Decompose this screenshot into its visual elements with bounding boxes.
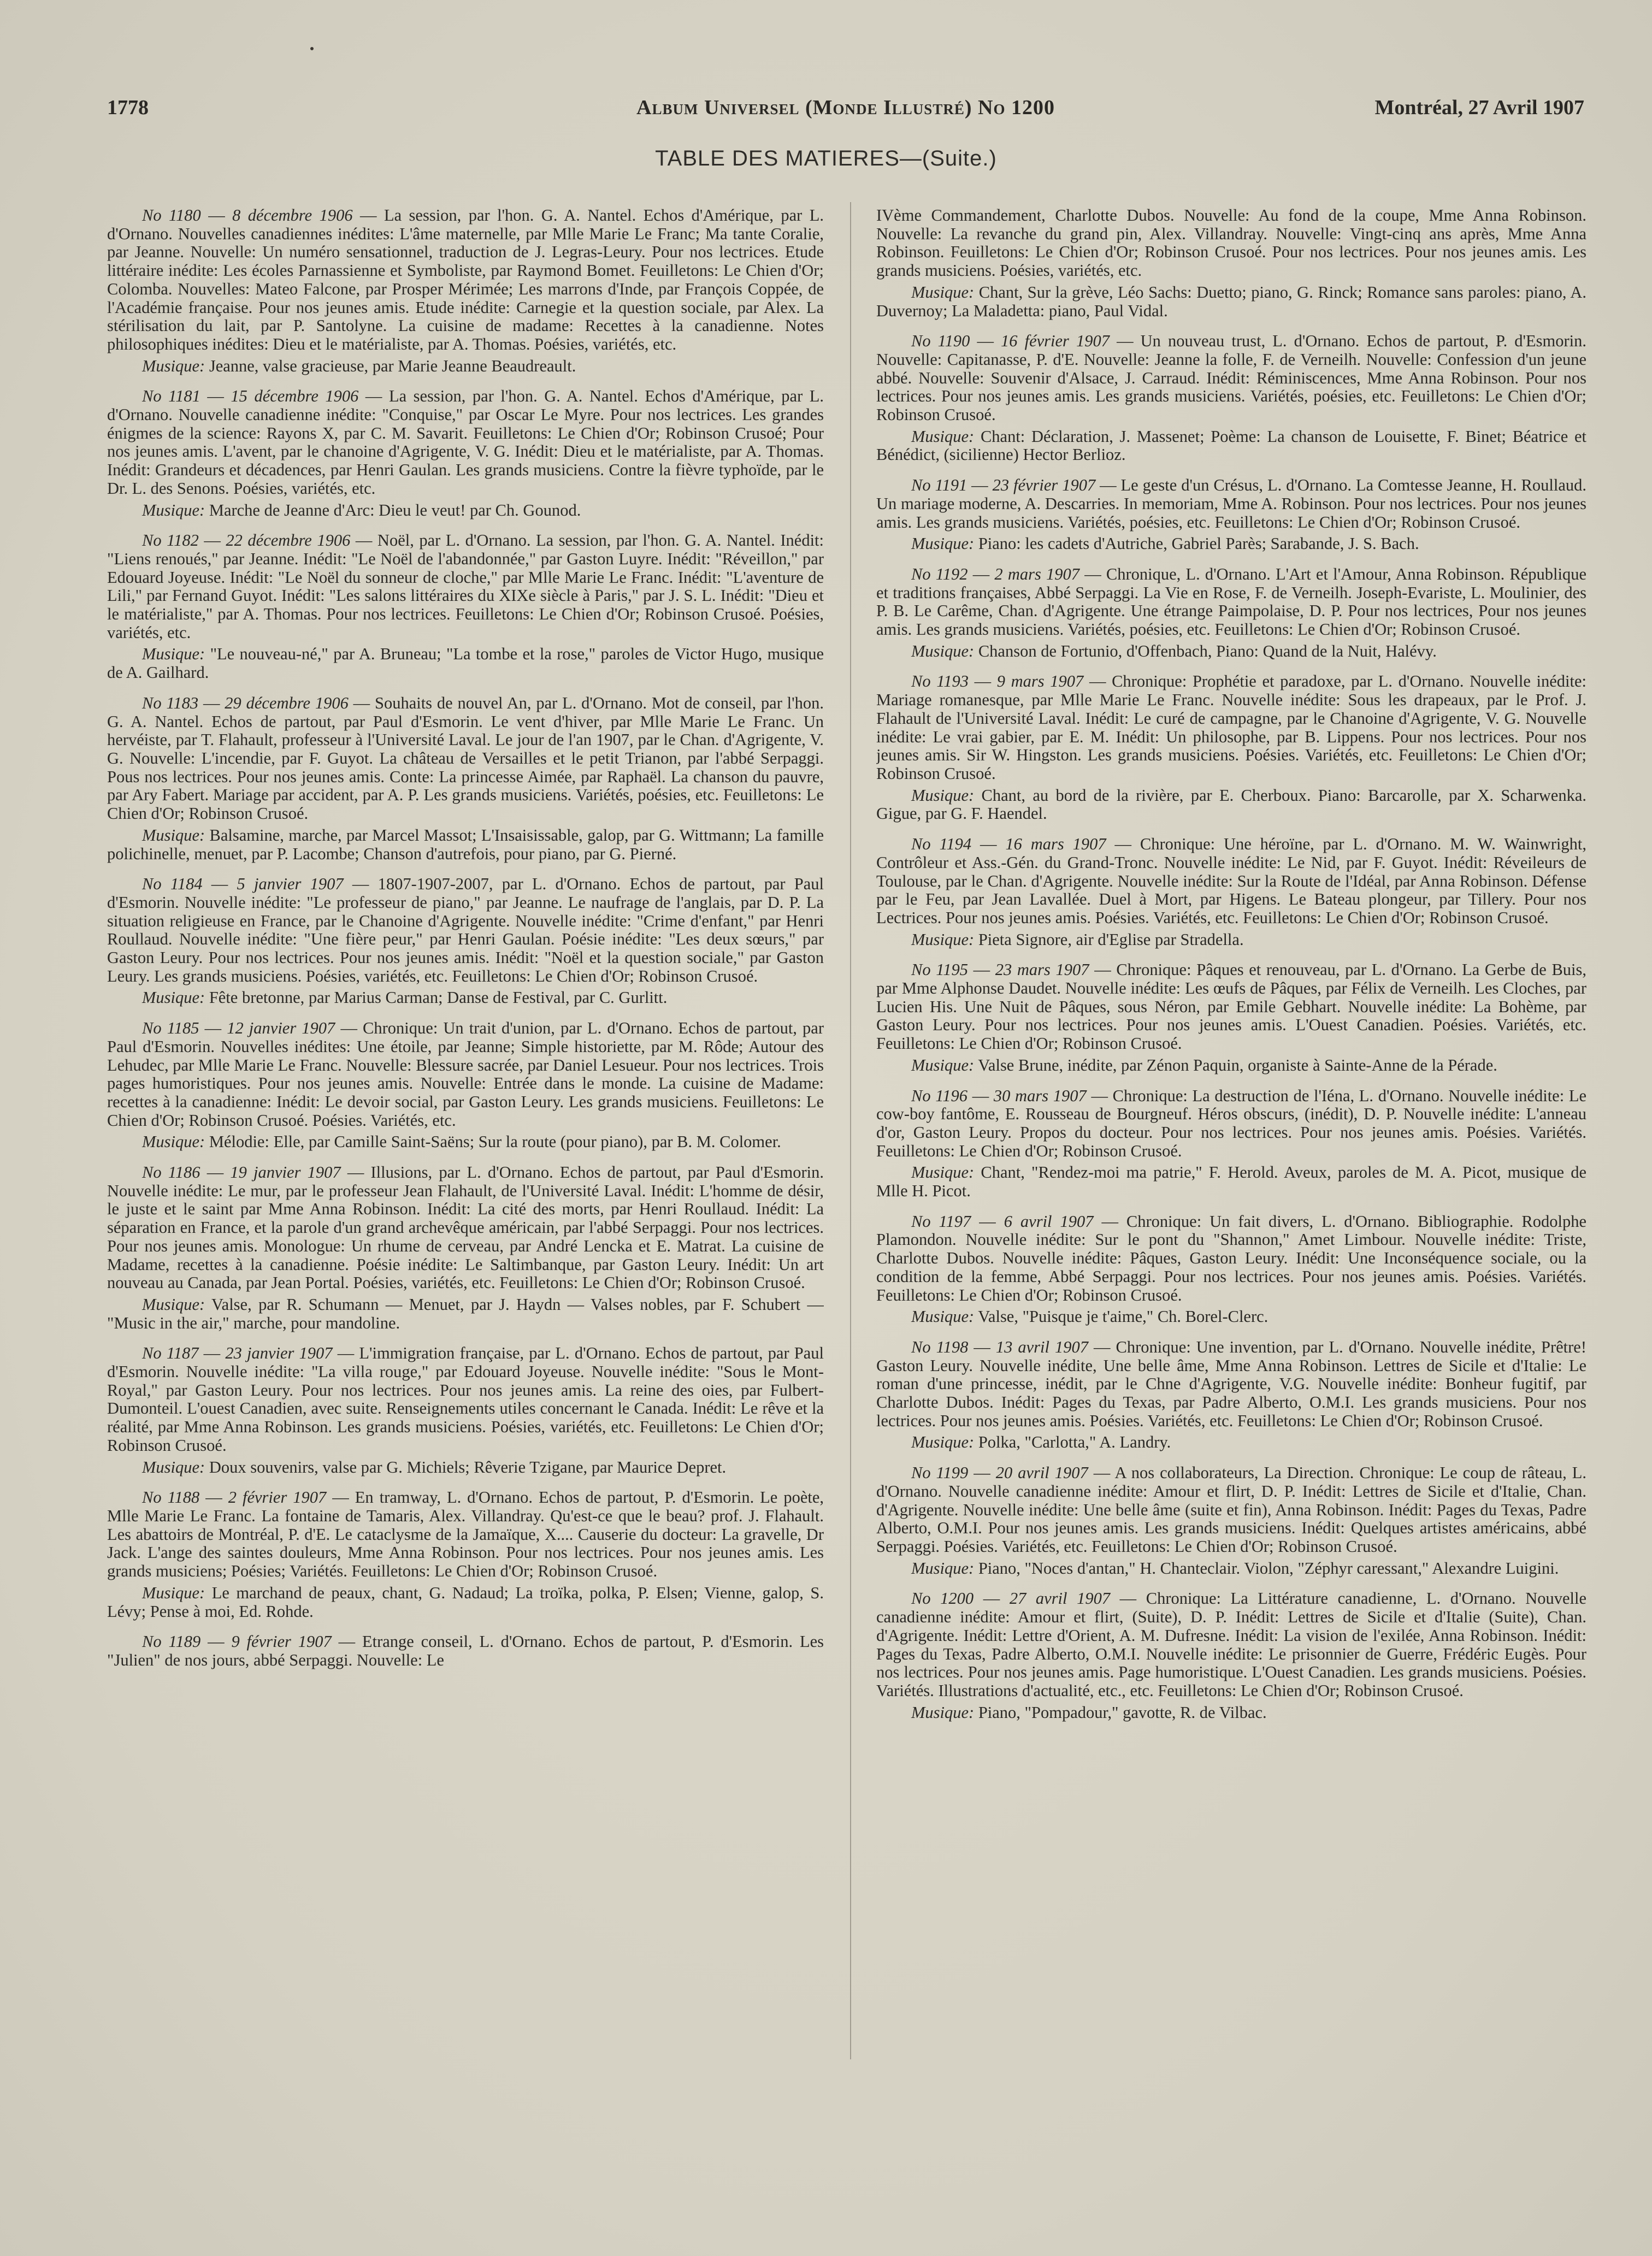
entry-contents: — Chronique: Une héroïne, par L. d'Ornano. M. W. Wainwright, Contrôleur et Ass.-Gén. du Grand-Tronc. Nouvelle inédite: Le Nid, par F. Guyot. Inédit: Réveileurs de Toulouse, par le Chan. d'Agrigente. Nouvelle inédite: Sur la Route de l'Idéal, par Anna Robinson. Défense par le Feu, par Jean Lavallée. Duel à Mort, par Higens. Le Bateau plongeur, par Tillery. Pour nos Lectrices. Pour nos jeunes amis. Poésies. Variétés, etc. Feuilletons: Le Chien d'Or; Robinson Crusoé. xyxy=(876,835,1586,927)
toc-entry: No 1189 — 9 février 1907 — Etrange conseil, L. d'Ornano. Echos de partout, P. d'Esmorin. Les "Julien" de nos jours, abbé Serpaggi. Nouvelle: Le xyxy=(107,1632,824,1669)
entry-contents: — En tramway, L. d'Ornano. Echos de partout, P. d'Esmorin. Le poète, Mlle Marie Le Franc. La fontaine de Tamaris, Alex. Villandray. Qu'est-ce que le beau? prof. J. Flahault. Les abattoirs de Montréal, P. d'E. Le cataclysme de la Jamaïque, X.... Causerie du docteur: La gravelle, Dr Jack. L'ange des saintes douleurs, Mme Anna Robinson. Pour nos lectrices. Pour nos jeunes amis. Les grands musiciens; Poésies; Variétés. Feuilletons: Le Chien d'Or; Robinson Crusoé. xyxy=(107,1488,824,1581)
music-line xyxy=(107,1584,824,1621)
music-line xyxy=(876,284,1586,320)
issue-date-entry: 2 février 1907 xyxy=(228,1488,327,1507)
music-label: Musique: xyxy=(142,356,205,375)
music-line xyxy=(876,1056,1586,1075)
toc-entry: No 1187 — 23 janvier 1907 — L'immigration française, par L. d'Ornano. Echos de partout, par Paul d'Esmorin. Nouvelle inédite: "La villa rouge," par Edouard Joyeuse. Nouvelle inédite: "Sous le Mont-Royal," par Gaston Leury. Pour nos lectrices. Pour nos jeunes amis. La reine des oies, par Fulbert-Dumonteil. L'ouest Canadien, avec suite. Renseignements utiles concernant le Canada. Inédit: Le rêve et la réalité, par Mme Anna Robinson. Les grands musiciens. Poésies, variétés, etc. Feuilletons: Le Chien d'Or; Robinson Crusoé. xyxy=(107,1344,824,1455)
issue-date-entry: 5 janvier 1907 xyxy=(237,875,344,894)
issue-number: No 1199 xyxy=(911,1463,969,1483)
music-line xyxy=(107,989,824,1007)
music-label: Musique: xyxy=(142,988,205,1007)
issue-date-entry: 30 mars 1907 xyxy=(993,1086,1087,1105)
toc-entry: No 1197 — 6 avril 1907 — Chronique: Un fait divers, L. d'Ornano. Bibliographie. Rodolphe Plamondon. Nouvelle inédite: Sur le pont du "Shannon," Amet Limbour. Nouvelle inédite: Triste, Charlotte Dubos. Nouvelle inédite: Pâques, Gaston Leury. Inédit: Une Inconséquence sociale, ou la condition de la femme, Abbé Serpaggi. Pour nos lectrices. Pour nos jeunes amis. Poésies. Variétés. Feuilletons: Le Chien d'Or; Robinson Crusoé. xyxy=(876,1212,1586,1304)
entry-contents: — Souhaits de nouvel An, par L. d'Ornano. Mot de conseil, par l'hon. G. A. Nantel. Echos de partout, par Paul d'Esmorin. Le vent d'hiver, par Mlle Marie Le Franc. Un hervéiste, par T. Flahault, professeur à l'Université Laval. Le jour de l'an 1907, par le Chan. d'Agrigente, V. G. Nouvelle: L'incendie, par F. Guyot. La château de Versailles et le petit Trianon, par l'abbé Serpaggi. Pous nos lectrices. Pour nos jeunes amis. Conte: La princesse Aimée, par Raphaël. La chanson du pauvre, par Ary Fabert. Mariage par accident, par A. P. Les grands musiciens. Variétés, poésies, etc. Feuilletons: Le Chien d'Or; Robinson Crusoé. xyxy=(107,693,824,823)
toc-entry: No 1186 — 19 janvier 1907 — Illusions, par L. d'Ornano. Echos de partout, par Paul d'Esmorin. Nouvelle inédite: Le mur, par le professeur Jean Flahault, de l'Université Laval. Inédit: L'homme de désir, le juste et le saint par Mme Anna Robinson. Inédit: La cité des morts, par Henri Roullaud. Inédit: La séparation en France, et la parole d'un grand archevêque américain, par l'abbé Serpaggi. Pour nos lectrices. Pour nos jeunes amis. Monologue: Un rhume de cerveau, par André Lencka et E. Matrat. La cuisine de Madame, recettes à la canadienne. Poésie inédite: Le Saltimbanque, par Gaston Leury. Inédit: Un art nouveau au Canada, par Jean Portal. Poésies, variétés, etc. Feuilletons: Le Chien d'Or; Robinson Crusoé. xyxy=(107,1163,824,1292)
issue-number: No 1184 xyxy=(142,875,203,894)
right-column xyxy=(876,206,1586,2075)
issue-date-entry: 22 décembre 1906 xyxy=(226,531,351,550)
entry-contents: — Un nouveau trust, L. d'Ornano. Echos de partout, P. d'Esmorin. Nouvelle: Capitanasse, P. d'E. Nouvelle: Jeanne la folle, F. de Verneilh. Nouvelle: Confession d'un jeune abbé. Nouvelle: Souvenir d'Alsace, J. Carraud. Inédit: Réminiscences, Mme Anna Robinson. Pour nos lectrices. Pour nos jeunes amis. Les grands musiciens. Variétés, poésies, etc. Feuilletons: Le Chien d'Or; Robinson Crusoé. xyxy=(876,332,1586,424)
music-contents: Marche de Jeanne d'Arc: Dieu le veut! par Ch. Gounod. xyxy=(209,500,581,519)
entry-contents: — Le geste d'un Crésus, L. d'Ornano. La Comtesse Jeanne, H. Roullaud. Un mariage moderne, A. Descarries. In memoriam, Mme A. Robinson. Pour nos lectrices. Pour nos jeunes amis. Les grands musiciens. Variétés, poésies, etc. Feuilletons: Le Chien d'Or; Robinson Crusoé. xyxy=(876,476,1586,531)
issue-number: No 1194 xyxy=(911,835,972,854)
issue-date-entry: 2 mars 1907 xyxy=(994,564,1080,583)
toc-entry: No 1199 — 20 avril 1907 — A nos collaborateurs, La Direction. Chronique: Le coup de râteau, L. d'Ornano. Nouvelle canadienne inédite: Amour et flirt, D. P. Inédit: Lettres de Sicile et d'Italie, Chan. d'Agrigente. Nouvelle inédite: Une belle âme (suite et fin), Anna Robinson. Inédit: Pages du Texas, Padre Alberto, O.M.I. Pour nos jeunes amis. Les grands musiciens. Inédit: Quelques artistes américains, abbé Serpaggi. Poésies. Variétés, etc. Feuilletons: Le Chien d'Or; Robinson Crusoé. xyxy=(876,1463,1586,1556)
toc-entry: No 1185 — 12 janvier 1907 — Chronique: Un trait d'union, par L. d'Ornano. Echos de partout, par Paul d'Esmorin. Nouvelles inédites: Une étoile, par Jeanne; Simple historiette, par M. Rôde; Autour des Lehudec, par Mlle Marie Le Franc. Nouvelle: Blessure sacrée, par Daniel Lesueur. Pour nos lectrices. Trois pages humoristiques. Pour nos jeunes amis. Nouvelle: Entrée dans le monde. La cuisine de Madame: recettes à la canadienne: Inédit: Le devoir social, par Gaston Leury. Les grands musiciens. Feuilletons: Le Chien d'Or; Robinson Crusoé. Poésies. Variétés, etc. xyxy=(107,1019,824,1130)
issue-date-entry: 12 janvier 1907 xyxy=(227,1019,335,1038)
music-line xyxy=(107,357,824,376)
music-label: Musique: xyxy=(911,427,975,446)
music-contents: Valse, par R. Schumann — Menuet, par J. Haydn — Valses nobles, par F. Schubert — "Music in the air," marche, pour mandoline. xyxy=(107,1295,824,1332)
music-contents: "Le nouveau-né," par A. Bruneau; "La tombe et la rose," paroles de Victor Hugo, musique de A. Gailhard. xyxy=(107,645,824,682)
music-line xyxy=(876,787,1586,823)
music-contents: Piano, "Pompadour," gavotte, R. de Vilbac. xyxy=(978,1703,1267,1722)
page-title: TABLE DES MATIERES—(Suite.) xyxy=(655,146,997,170)
music-contents: Chant, au bord de la rivière, par E. Cherboux. Piano: Barcarolle, par X. Scharwenka. Gigue, par G. F. Haendel. xyxy=(876,786,1586,823)
issue-number: No 1183 xyxy=(142,693,199,712)
issue-date-entry: 16 février 1907 xyxy=(1001,332,1110,351)
print-speck xyxy=(310,47,314,50)
music-contents: Chant, Sur la grève, Léo Sachs: Duetto; piano, G. Rinck; Romance sans paroles: piano, A. Duvernoy; La Maladetta: piano, Paul Vidal. xyxy=(876,282,1586,320)
toc-entry: No 1198 — 13 avril 1907 — Chronique: Une invention, par L. d'Ornano. Nouvelle inédite, Prêtre! Gaston Leury. Nouvelle inédite, Une belle âme, Mme Anna Robinson. Lettres de Sicile et d'Italie: Le roman d'une princesse, inédit, par le Chne d'Agrigente, V.G. Nouvelle inédite: Bonheur fugitif, par Charlotte Dubos. Inédit: Pages du Texas, par Padre Alberto, O.M.I. Les grands musiciens. Pour nos lectrices. Pour nos jeunes amis. Poésies. Variétés, etc. Feuilletons: Le Chien d'Or; Robinson Crusoé. xyxy=(876,1337,1586,1430)
music-contents: Balsamine, marche, par Marcel Massot; L'Insaisissable, galop, par G. Wittmann; La famille polichinelle, menuet, par P. Lacombe; Chanson d'autrefois, pour piano, par G. Pierné. xyxy=(107,825,824,863)
issue-number: No 1192 xyxy=(911,564,968,583)
issue-number: No 1195 xyxy=(911,960,968,979)
issue-number: No 1190 xyxy=(911,332,970,351)
music-line xyxy=(107,645,824,682)
entry-contents: — Chronique: Une invention, par L. d'Ornano. Nouvelle inédite, Prêtre! Gaston Leury. Nouvelle inédite, Une belle âme, Mme Anna Robinson. Lettres de Sicile et d'Italie: Le roman d'une princesse, inédit, par le Chne d'Agrigente, V.G. Nouvelle inédite: Bonheur fugitif, par Charlotte Dubos. Inédit: Pages du Texas, par Padre Alberto, O.M.I. Les grands musiciens. Pour nos lectrices. Pour nos jeunes amis. Poésies. Variétés, etc. Feuilletons: Le Chien d'Or; Robinson Crusoé. xyxy=(876,1337,1586,1430)
music-label: Musique: xyxy=(911,534,975,553)
issue-number: No 1197 xyxy=(911,1212,971,1231)
issue-number: No 1196 xyxy=(911,1086,968,1105)
entry-contents: — Noël, par L. d'Ornano. La session, par l'hon. G. A. Nantel. Inédit: "Liens renoués," par Jeanne. Inédit: "Le Noël de l'abandonnée," par Gaston Luyre. Inédit: "Réveillon," par Edouard Joyeuse. Inédit: "Le Noël du sonneur de cloche," par Mlle Marie Le Franc. Inédit: "L'aventure de Lili," par Fernand Guyot. Inédit: "Les salons littéraires du XIXe siècle à Paris," par J. S. L. Inédit: "Dieu et le matérialiste," par A. Thomas. Pour nos lectrices. Feuilletons: Le Chien d'Or; Robinson Crusoé. Poésies, variétés, etc. xyxy=(107,531,824,642)
issue-date-entry: 23 janvier 1907 xyxy=(225,1344,333,1363)
entry-contents: — La session, par l'hon. G. A. Nantel. Echos d'Amérique, par L. d'Ornano. Nouvelle canadienne inédite: "Conquise," par Oscar Le Myre. Pour nos lectrices. Les grandes énigmes de la science: Rayons X, par C. M. Savarit. Feuilletons: Le Chien d'Or; Robinson Crusoé; Pour nos jeunes amis. L'avent, par le chanoine d'Agrigente, V. G. Inédit: Dieu et le matérialiste, par A. Thomas. Inédit: Grandeurs et décadences, par Henri Gaulan. Les grands musiciens. Contre la fièvre typhoïde, par le Dr. L. des Senons. Poésies, variétés, etc. xyxy=(107,387,824,498)
publication-title: Album Universel (Monde Illustré) No 1200 xyxy=(636,96,1055,119)
issue-date-entry: 8 décembre 1906 xyxy=(232,206,353,225)
music-label: Musique: xyxy=(142,1457,205,1477)
issue-date-entry: 9 mars 1907 xyxy=(996,672,1084,691)
toc-entry: No 1180 — 8 décembre 1906 — La session, par l'hon. G. A. Nantel. Echos d'Amérique, par L. d'Ornano. Nouvelles canadiennes inédites: L'âme maternelle, par Mlle Marie Le Franc; Ma tante Coralie, par Jeanne. Nouvelle: Un numéro sensationnel, traduction de J. Legras-Leury. Pour nos lectrices. Etude littéraire inédite: Les écoles Parnassienne et Symboliste, par Raymond Bomet. Feuilletons: Le Chien d'Or; Colomba. Nouvelles: Mateo Falcone, par Prosper Mérimée; Les marrons d'Inde, par François Coppée, de l'Académie française. Pour nos jeunes amis. Etude inédite: Carnegie et la question sociale, par Alex. La stérilisation du lait, par P. Santolyne. La cuisine de madame: Recettes à la canadienne. Notes philosophiques inédites: Dieu et le matérialiste, par A. Thomas. Poésies, variétés, etc. xyxy=(107,206,824,353)
entry-contents: — Chronique: La Littérature canadienne, L. d'Ornano. Nouvelle canadienne inédite: Amour et flirt, (Suite), D. P. Inédit: Lettres de Sicile et d'Italie (Suite), Chan. d'Agrigente. Inédit: Lettre d'Orient, A. M. Dufresne. Inédit: La vision de l'exilée, Anna Robinson. Inédit: Pages du Texas, Padre Alberto, O.M.I. Nouvelle inédite: Le prisonnier de Guerre, Frédéric Eugès. Pour nos lectrices. Pour nos jeunes amis. Page humoristique. L'Ouest Canadien. Les grands musiciens. Poésies. Variétés. Illustrations d'actualité, etc., etc. Feuilletons: Le Chien d'Or; Robinson Crusoé. xyxy=(876,1589,1586,1700)
music-label: Musique: xyxy=(911,1055,975,1074)
toc-entry: No 1192 — 2 mars 1907 — Chronique, L. d'Ornano. L'Art et l'Amour, Anna Robinson. République et traditions françaises, Abbé Serpaggi. La Vie en Rose, F. de Verneilh. Joseph-Evariste, L. Moulinier, des P. B. Le Carême, Chan. d'Agrigente. Une étrange Paimpolaise, D. P. Pour nos lectrices, Pour nos jeunes amis. Les grands musiciens. Variétés, poésies, etc. Feuilletons: Le Chien d'Or; Robinson Crusoé. xyxy=(876,564,1586,639)
music-label: Musique: xyxy=(911,641,975,660)
toc-entry: No 1183 — 29 décembre 1906 — Souhaits de nouvel An, par L. d'Ornano. Mot de conseil, par l'hon. G. A. Nantel. Echos de partout, par Paul d'Esmorin. Le vent d'hiver, par Mlle Marie Le Franc. Un hervéiste, par T. Flahault, professeur à l'Université Laval. Le jour de l'an 1907, par le Chan. d'Agrigente, V. G. Nouvelle: L'incendie, par F. Guyot. La château de Versailles et le petit Trianon, par l'abbé Serpaggi. Pous nos lectrices. Pour nos jeunes amis. Conte: La princesse Aimée, par Raphaël. La chanson du pauvre, par Ary Fabert. Mariage par accident, par A. P. Les grands musiciens. Variétés, poésies, etc. Feuilletons: Le Chien d'Or; Robinson Crusoé. xyxy=(107,693,824,823)
music-line xyxy=(876,535,1586,553)
issue-number: No 1186 xyxy=(142,1163,200,1182)
music-line xyxy=(107,1296,824,1332)
music-contents: Fête bretonne, par Marius Carman; Danse de Festival, par C. Gurlitt. xyxy=(209,988,668,1007)
entry-contents: — A nos collaborateurs, La Direction. Chronique: Le coup de râteau, L. d'Ornano. Nouvelle canadienne inédite: Amour et flirt, D. P. Inédit: Lettres de Sicile et d'Italie, Chan. d'Agrigente. Nouvelle inédite: Une belle âme (suite et fin), Anna Robinson. Inédit: Pages du Texas, Padre Alberto, O.M.I. Pour nos jeunes amis. Les grands musiciens. Inédit: Quelques artistes américains, abbé Serpaggi. Poésies. Variétés, etc. Feuilletons: Le Chien d'Or; Robinson Crusoé. xyxy=(876,1463,1586,1556)
music-label: Musique: xyxy=(911,1307,975,1326)
issue-number: No 1185 xyxy=(142,1019,199,1038)
issue-number: No 1182 xyxy=(142,531,199,550)
entry-contents: — Illusions, par L. d'Ornano. Echos de partout, par Paul d'Esmorin. Nouvelle inédite: Le mur, par le professeur Jean Flahault, de l'Université Laval. Inédit: L'homme de désir, le juste et le saint par Mme Anna Robinson. Inédit: La cité des morts, par Henri Roullaud. Inédit: La séparation en France, et la parole d'un grand archevêque américain, par l'abbé Serpaggi. Pour nos lectrices. Pour nos jeunes amis. Monologue: Un rhume de cerveau, par André Lencka et E. Matrat. La cuisine de Madame, recettes à la canadienne. Poésie inédite: Le Saltimbanque, par Gaston Leury. Inédit: Un art nouveau au Canada, par Jean Portal. Poésies, variétés, etc. Feuilletons: Le Chien d'Or; Robinson Crusoé. xyxy=(107,1163,824,1292)
issue-date-entry: 9 février 1907 xyxy=(231,1632,332,1651)
music-contents: Chanson de Fortunio, d'Offenbach, Piano: Quand de la Nuit, Halévy. xyxy=(978,641,1437,660)
music-line xyxy=(876,428,1586,464)
music-contents: Pieta Signore, air d'Eglise par Stradella. xyxy=(978,930,1244,949)
issue-number: No 1191 xyxy=(911,476,967,495)
issue-number: No 1193 xyxy=(911,672,969,691)
music-line xyxy=(876,1433,1586,1452)
entry-contents: — Chronique: Un trait d'union, par L. d'Ornano. Echos de partout, par Paul d'Esmorin. Nouvelles inédites: Une étoile, par Jeanne; Simple historiette, par M. Rôde; Autour des Lehudec, par Mlle Marie Le Franc. Nouvelle: Blessure sacrée, par Daniel Lesueur. Pour nos lectrices. Trois pages humoristiques. Pour nos jeunes amis. Nouvelle: Entrée dans le monde. La cuisine de Madame: recettes à la canadienne: Inédit: Le devoir social, par Gaston Leury. Les grands musiciens. Feuilletons: Le Chien d'Or; Robinson Crusoé. Poésies. Variétés, etc. xyxy=(107,1019,824,1130)
issue-number: No 1187 xyxy=(142,1344,199,1363)
music-contents: Chant: Déclaration, J. Massenet; Poème: La chanson de Louisette, F. Binet; Béatrice et Bénédict, (sicilienne) Hector Berlioz. xyxy=(876,427,1586,464)
music-contents: Valse Brune, inédite, par Zénon Paquin, organiste à Sainte-Anne de la Pérade. xyxy=(978,1055,1497,1074)
issue-date-entry: 15 décembre 1906 xyxy=(231,387,359,406)
music-contents: Valse, "Puisque je t'aime," Ch. Borel-Clerc. xyxy=(978,1307,1268,1326)
music-label: Musique: xyxy=(911,930,975,949)
toc-entry: No 1193 — 9 mars 1907 — Chronique: Prophétie et paradoxe, par L. d'Ornano. Nouvelle inédite: Mariage romanesque, par Mlle Marie Le Franc. Nouvelle inédite: Sous les drapeaux, par le Prof. J. Flahault de l'Université Laval. Inédit: Le curé de campagne, par le Chanoine d'Agrigente, V. G. Nouvelle inédite: Le vrai gabier, par E. M. Inédit: Un philosophe, par B. Lippens. Pour nos lectrices. Pour nos jeunes amis. Sir W. Hingston. Les grands musiciens. Poésies. Variétés, etc. Feuilletons: Le Chien d'Or; Robinson Crusoé. xyxy=(876,672,1586,783)
music-line xyxy=(107,1133,824,1151)
entry-contents: — L'immigration française, par L. d'Ornano. Echos de partout, par Paul d'Esmorin. Nouvelle inédite: "La villa rouge," par Edouard Joyeuse. Nouvelle inédite: "Sous le Mont-Royal," par Gaston Leury. Pour nos lectrices. Pour nos jeunes amis. La reine des oies, par Fulbert-Dumonteil. L'ouest Canadien, avec suite. Renseignements utiles concernant le Canada. Inédit: Le rêve et la réalité, par Mme Anna Robinson. Les grands musiciens. Poésies, variétés, etc. Feuilletons: Le Chien d'Or; Robinson Crusoé. xyxy=(107,1344,824,1455)
music-label: Musique: xyxy=(142,500,205,519)
toc-entry: No 1190 — 16 février 1907 — Un nouveau trust, L. d'Ornano. Echos de partout, P. d'Esmorin. Nouvelle: Capitanasse, P. d'E. Nouvelle: Jeanne la folle, F. de Verneilh. Nouvelle: Confession d'un jeune abbé. Nouvelle: Souvenir d'Alsace, J. Carraud. Inédit: Réminiscences, Mme Anna Robinson. Pour nos lectrices. Pour nos jeunes amis. Les grands musiciens. Variétés, poésies, etc. Feuilletons: Le Chien d'Or; Robinson Crusoé. xyxy=(876,332,1586,424)
music-label: Musique: xyxy=(142,1132,205,1151)
issue-date-entry: 27 avril 1907 xyxy=(1009,1589,1111,1608)
music-contents: Chant, "Rendez-moi ma patrie," F. Herold. Aveux, paroles de M. A. Picot, musique de Mlle H. Picot. xyxy=(876,1163,1586,1201)
entry-contents: — La session, par l'hon. G. A. Nantel. Echos d'Amérique, par L. d'Ornano. Nouvelles canadiennes inédites: L'âme maternelle, par Mlle Marie Le Franc; Ma tante Coralie, par Jeanne. Nouvelle: Un numéro sensationnel, traduction de J. Legras-Leury. Pour nos lectrices. Etude littéraire inédite: Les écoles Parnassienne et Symboliste, par Raymond Bomet. Feuilletons: Le Chien d'Or; Colomba. Nouvelles: Mateo Falcone, par Prosper Mérimée; Les marrons d'Inde, par François Coppée, de l'Académie française. Pour nos jeunes amis. Etude inédite: Carnegie et la question sociale, par Alex. La stérilisation du lait, par P. Santolyne. La cuisine de madame: Recettes à la canadienne. Notes philosophiques inédites: Dieu et le matérialiste, par A. Thomas. Poésies, variétés, etc. xyxy=(107,206,824,353)
toc-entry: No 1184 — 5 janvier 1907 — 1807-1907-2007, par L. d'Ornano. Echos de partout, par Paul d'Esmorin. Nouvelle inédite: "Le professeur de piano," par Jeanne. Le naufrage de l'anglais, par D. P. La situation religieuse en France, par le Chanoine d'Agrigente. Nouvelle inédite: "Crime d'enfant," par Henri Roullaud. Nouvelle inédite: "Une fière peur," par Henri Gaulan. Poésie inédite: "Les deux sœurs," par Gaston Leury. Pour nos lectrices. Pour nos jeunes amis. Inédit: "Noël et la question sociale," par Gaston Leury. Les grands musiciens. Poésies, variétés, etc. Feuilletons: Le Chien d'Or; Robinson Crusoé. xyxy=(107,875,824,985)
toc-entry: No 1191 — 23 février 1907 — Le geste d'un Crésus, L. d'Ornano. La Comtesse Jeanne, H. Roullaud. Un mariage moderne, A. Descarries. In memoriam, Mme A. Robinson. Pour nos lectrices. Pour nos jeunes amis. Les grands musiciens. Variétés, poésies, etc. Feuilletons: Le Chien d'Or; Robinson Crusoé. xyxy=(876,476,1586,531)
entry-contents: — Chronique: La destruction de l'Iéna, L. d'Ornano. Nouvelle inédite: Le cow-boy fantôme, E. Rousseau de Bourgneuf. Héros obscurs, (inédit), D. P. Nouvelle inédite: L'anneau d'or, Gaston Leury. Propos du docteur. Pour nos lectrices. Pour nos jeunes amis. Poésies. Variétés. Feuilletons: Le Chien d'Or; Robinson Crusoé. xyxy=(876,1086,1586,1160)
toc-entry: No 1194 — 16 mars 1907 — Chronique: Une héroïne, par L. d'Ornano. M. W. Wainwright, Contrôleur et Ass.-Gén. du Grand-Tronc. Nouvelle inédite: Le Nid, par F. Guyot. Inédit: Réveileurs de Toulouse, par le Chan. d'Agrigente. Nouvelle inédite: Sur la Route de l'Idéal, par Anna Robinson. Défense par le Feu, par Jean Lavallée. Duel à Mort, par Higens. Le Bateau plongeur, par Tillery. Pour nos Lectrices. Pour nos jeunes amis. Poésies. Variétés, etc. Feuilletons: Le Chien d'Or; Robinson Crusoé. xyxy=(876,835,1586,927)
music-line xyxy=(876,1704,1586,1722)
issue-date: Montréal, 27 Avril 1907 xyxy=(1374,96,1584,119)
page-number: 1778 xyxy=(107,96,149,119)
entry-contents: — Etrange conseil, L. d'Ornano. Echos de partout, P. d'Esmorin. Les "Julien" de nos jours, abbé Serpaggi. Nouvelle: Le xyxy=(107,1632,824,1669)
entry-contents: — 1807-1907-2007, par L. d'Ornano. Echos de partout, par Paul d'Esmorin. Nouvelle inédite: "Le professeur de piano," par Jeanne. Le naufrage de l'anglais, par D. P. La situation religieuse en France, par le Chanoine d'Agrigente. Nouvelle inédite: "Crime d'enfant," par Henri Roullaud. Nouvelle inédite: "Une fière peur," par Henri Gaulan. Poésie inédite: "Les deux sœurs," par Gaston Leury. Pour nos lectrices. Pour nos jeunes amis. Inédit: "Noël et la question sociale," par Gaston Leury. Les grands musiciens. Poésies, variétés, etc. Feuilletons: Le Chien d'Or; Robinson Crusoé. xyxy=(107,875,824,985)
entry-contents: — Chronique: Un fait divers, L. d'Ornano. Bibliographie. Rodolphe Plamondon. Nouvelle inédite: Sur le pont du "Shannon," Amet Limbour. Nouvelle inédite: Triste, Charlotte Dubos. Nouvelle inédite: Pâques, Gaston Leury. Inédit: Une Inconséquence sociale, ou la condition de la femme, Abbé Serpaggi. Pour nos lectrices. Pour nos jeunes amis. Poésies. Variétés. Feuilletons: Le Chien d'Or; Robinson Crusoé. xyxy=(876,1212,1586,1304)
music-label: Musique: xyxy=(911,1433,975,1452)
issue-date-entry: 29 décembre 1906 xyxy=(225,693,349,712)
music-label: Musique: xyxy=(911,1163,975,1182)
music-label: Musique: xyxy=(142,825,205,844)
toc-entry: No 1182 — 22 décembre 1906 — Noël, par L. d'Ornano. La session, par l'hon. G. A. Nantel. Inédit: "Liens renoués," par Jeanne. Inédit: "Le Noël de l'abandonnée," par Gaston Luyre. Inédit: "Réveillon," par Edouard Joyeuse. Inédit: "Le Noël du sonneur de cloche," par Mlle Marie Le Franc. Inédit: "L'aventure de Lili," par Fernand Guyot. Inédit: "Les salons littéraires du XIXe siècle à Paris," par J. S. L. Inédit: "Dieu et le matérialiste," par A. Thomas. Pour nos lectrices. Feuilletons: Le Chien d'Or; Robinson Crusoé. Poésies, variétés, etc. xyxy=(107,531,824,642)
music-contents: Doux souvenirs, valse par G. Michiels; Rêverie Tzigane, par Maurice Depret. xyxy=(209,1457,727,1477)
music-contents: Jeanne, valse gracieuse, par Marie Jeanne Beaudreault. xyxy=(209,356,576,375)
issue-date-entry: 16 mars 1907 xyxy=(1005,835,1106,854)
issue-number: No 1189 xyxy=(142,1632,201,1651)
toc-entry: No 1196 — 30 mars 1907 — Chronique: La destruction de l'Iéna, L. d'Ornano. Nouvelle inédite: Le cow-boy fantôme, E. Rousseau de Bourgneuf. Héros obscurs, (inédit), D. P. Nouvelle inédite: L'anneau d'or, Gaston Leury. Propos du docteur. Pour nos lectrices. Pour nos jeunes amis. Poésies. Variétés. Feuilletons: Le Chien d'Or; Robinson Crusoé. xyxy=(876,1086,1586,1160)
music-line xyxy=(876,1560,1586,1578)
music-contents: Piano, "Noces d'antan," H. Chanteclair. Violon, "Zéphyr caressant," Alexandre Luigini. xyxy=(978,1558,1559,1578)
music-contents: Polka, "Carlotta," A. Landry. xyxy=(978,1433,1171,1452)
issue-number: No 1181 xyxy=(142,387,200,406)
toc-entry: No 1195 — 23 mars 1907 — Chronique: Pâques et renouveau, par L. d'Ornano. La Gerbe de Buis, par Mme Alphonse Daudet. Nouvelle inédite: Les œufs de Pâques, par Félix de Verneilh. Les Cloches, par Lucien His. Une Nuit de Pâques, sous Néron, par Emile Gebhart. Nouvelle inédite: La Bohème, par Gaston Leury. Pour nos lectrices. Pour nos jeunes amis. L'Ouest Canadien. Poésies. Variétés, etc. Feuilletons: Le Chien d'Or; Robinson Crusoé. xyxy=(876,960,1586,1053)
music-line xyxy=(876,642,1586,661)
toc-entry: No 1181 — 15 décembre 1906 — La session, par l'hon. G. A. Nantel. Echos d'Amérique, par L. d'Ornano. Nouvelle canadienne inédite: "Conquise," par Oscar Le Myre. Pour nos lectrices. Les grandes énigmes de la science: Rayons X, par C. M. Savarit. Feuilletons: Le Chien d'Or; Robinson Crusoé; Pour nos jeunes amis. L'avent, par le chanoine d'Agrigente, V. G. Inédit: Dieu et le matérialiste, par A. Thomas. Inédit: Grandeurs et décadences, par Henri Gaulan. Les grands musiciens. Contre la fièvre typhoïde, par le Dr. L. des Senons. Poésies, variétés, etc. xyxy=(107,387,824,498)
music-line xyxy=(876,931,1586,949)
toc-entry xyxy=(876,206,1586,280)
music-label: Musique: xyxy=(142,1583,205,1602)
left-column xyxy=(107,206,824,2075)
music-label: Musique: xyxy=(142,645,205,664)
music-contents: Le marchand de peaux, chant, G. Nadaud; La troïka, polka, P. Elsen; Vienne, galop, S. Lévy; Pense à moi, Ed. Rohde. xyxy=(107,1583,824,1621)
toc-entry: No 1188 — 2 février 1907 — En tramway, L. d'Ornano. Echos de partout, P. d'Esmorin. Le poète, Mlle Marie Le Franc. La fontaine de Tamaris, Alex. Villandray. Qu'est-ce que le beau? prof. J. Flahault. Les abattoirs de Montréal, P. d'E. Le cataclysme de la Jamaïque, X.... Causerie du docteur: La gravelle, Dr Jack. L'ange des saintes douleurs, Mme Anna Robinson. Pour nos lectrices. Pour nos jeunes amis. Les grands musiciens; Poésies; Variétés. Feuilletons: Le Chien d'Or; Robinson Crusoé. xyxy=(107,1488,824,1581)
entry-contents: — Chronique: Prophétie et paradoxe, par L. d'Ornano. Nouvelle inédite: Mariage romanesque, par Mlle Marie Le Franc. Nouvelle inédite: Sous les drapeaux, par le Prof. J. Flahault de l'Université Laval. Inédit: Le curé de campagne, par le Chanoine d'Agrigente, V. G. Nouvelle inédite: Le vrai gabier, par E. M. Inédit: Un philosophe, par B. Lippens. Pour nos lectrices. Pour nos jeunes amis. Sir W. Hingston. Les grands musiciens. Poésies. Variétés, etc. Feuilletons: Le Chien d'Or; Robinson Crusoé. xyxy=(876,672,1586,783)
issue-date-entry: 13 avril 1907 xyxy=(995,1337,1089,1356)
music-label: Musique: xyxy=(142,1295,205,1314)
music-label: Musique: xyxy=(911,1558,975,1578)
issue-date-entry: 19 janvier 1907 xyxy=(230,1163,341,1182)
music-label: Musique: xyxy=(911,282,975,302)
issue-number: No 1180 xyxy=(142,206,201,225)
music-label: Musique: xyxy=(911,1703,975,1722)
issue-date-entry: 23 mars 1907 xyxy=(995,960,1089,979)
music-line xyxy=(107,1458,824,1477)
music-contents: Mélodie: Elle, par Camille Saint-Saëns; Sur la route (pour piano), par B. M. Colomer. xyxy=(209,1132,781,1151)
music-line xyxy=(107,826,824,863)
entry-contents: — Chronique, L. d'Ornano. L'Art et l'Amour, Anna Robinson. République et traditions françaises, Abbé Serpaggi. La Vie en Rose, F. de Verneilh. Joseph-Evariste, L. Moulinier, des P. B. Le Carême, Chan. d'Agrigente. Une étrange Paimpolaise, D. P. Pour nos lectrices, Pour nos jeunes amis. Les grands musiciens. Variétés, poésies, etc. Feuilletons: Le Chien d'Or; Robinson Crusoé. xyxy=(876,564,1586,639)
column-divider xyxy=(850,202,851,2059)
issue-number: No 1198 xyxy=(911,1337,969,1356)
issue-date-entry: 23 février 1907 xyxy=(992,476,1096,495)
page-header xyxy=(107,96,1584,128)
music-line xyxy=(107,501,824,520)
music-contents: Piano: les cadets d'Autriche, Gabriel Parès; Sarabande, J. S. Bach. xyxy=(978,534,1419,553)
music-line xyxy=(876,1164,1586,1200)
issue-number: No 1188 xyxy=(142,1488,200,1507)
issue-number: No 1200 xyxy=(911,1589,974,1608)
music-label: Musique: xyxy=(911,786,975,805)
issue-date-entry: 6 avril 1907 xyxy=(1004,1212,1094,1231)
issue-date-entry: 20 avril 1907 xyxy=(995,1463,1088,1483)
entry-contents: IVème Commandement, Charlotte Dubos. Nouvelle: Au fond de la coupe, Mme Anna Robinson. Nouvelle: La revanche du grand pin, Alex. Villandray. Nouvelle: Vingt-cinq ans après, Mme Anna Robinson. Feuilletons: Le Chien d'Or; Robinson Crusoé. Pour nos lectrices. Pour nos jeunes amis. Les grands musiciens. Poésies, variétés, etc. xyxy=(876,206,1586,280)
entry-contents: — Chronique: Pâques et renouveau, par L. d'Ornano. La Gerbe de Buis, par Mme Alphonse Daudet. Nouvelle inédite: Les œufs de Pâques, par Félix de Verneilh. Les Cloches, par Lucien His. Une Nuit de Pâques, sous Néron, par Emile Gebhart. Nouvelle inédite: La Bohème, par Gaston Leury. Pour nos lectrices. Pour nos jeunes amis. L'Ouest Canadien. Poésies. Variétés, etc. Feuilletons: Le Chien d'Or; Robinson Crusoé. xyxy=(876,960,1586,1053)
music-line xyxy=(876,1308,1586,1326)
toc-entry: No 1200 — 27 avril 1907 — Chronique: La Littérature canadienne, L. d'Ornano. Nouvelle canadienne inédite: Amour et flirt, (Suite), D. P. Inédit: Lettres de Sicile et d'Italie (Suite), Chan. d'Agrigente. Inédit: Lettre d'Orient, A. M. Dufresne. Inédit: La vision de l'exilée, Anna Robinson. Inédit: Pages du Texas, Padre Alberto, O.M.I. Nouvelle inédite: Le prisonnier de Guerre, Frédéric Eugès. Pour nos lectrices. Pour nos jeunes amis. Page humoristique. L'Ouest Canadien. Les grands musiciens. Poésies. Variétés. Illustrations d'actualité, etc., etc. Feuilletons: Le Chien d'Or; Robinson Crusoé. xyxy=(876,1589,1586,1700)
